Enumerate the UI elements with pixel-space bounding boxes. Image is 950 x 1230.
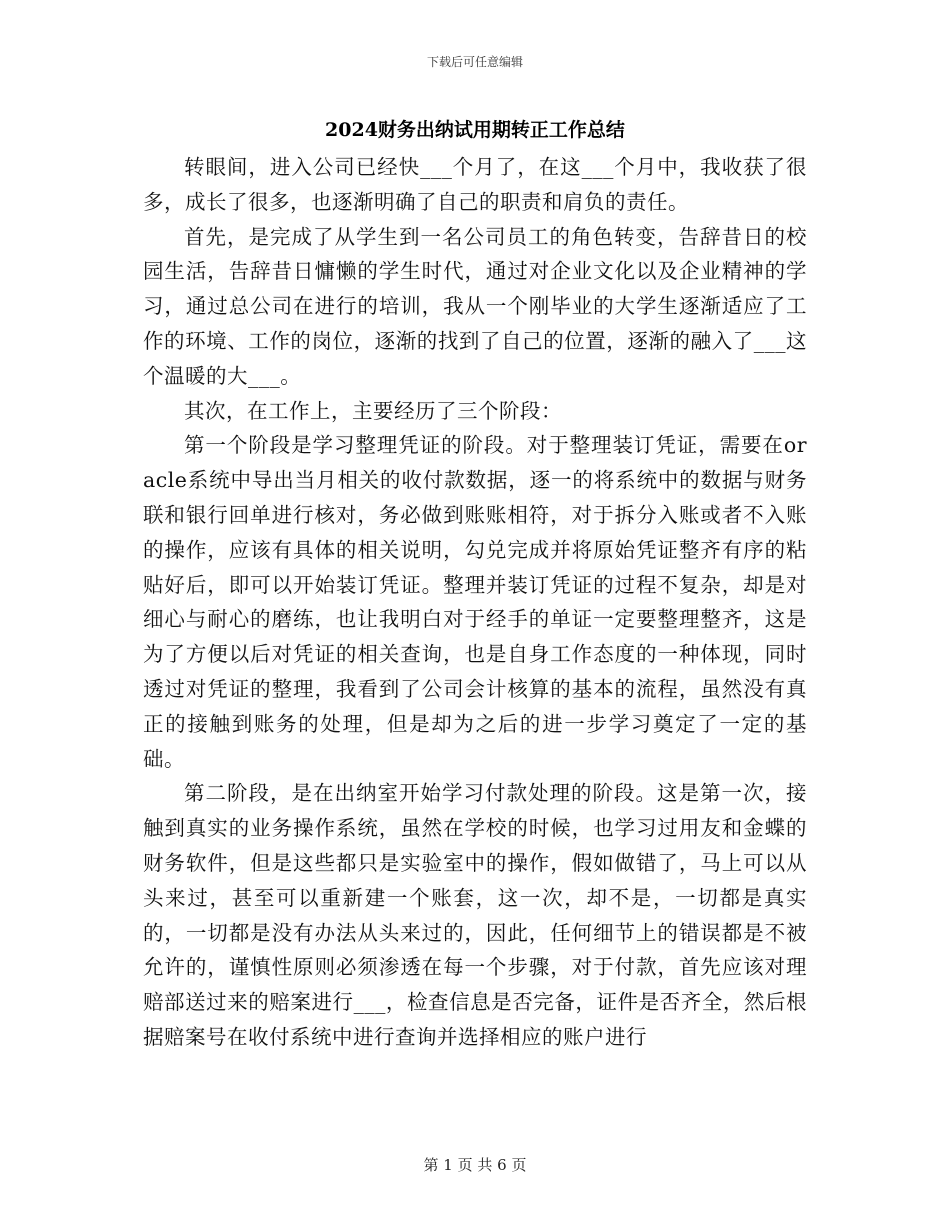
paragraph-three-stages: 其次，在工作上，主要经历了三个阶段： (184, 398, 562, 423)
paragraph-intro: 转眼间，进入公司已经快___个月了，在这___个月中，我收获了很多，成长了很多，也逐渐明确了自己的职责和肩负的责任。 (143, 155, 807, 214)
document-body (143, 150, 807, 1055)
page-header-note: 下载后可任意编辑 (426, 55, 523, 69)
paragraph-stage-two: 第二阶段，是在出纳室开始学习付款处理的阶段。这是第一次，接触到真实的业务操作系统，虽然在学校的时候，也学习过用友和金蝶的财务软件，但是这些都只是实验室中的操作，假如做错了，马上可以从头来过，甚至可以重新建一个账套，这一次，却不是，一切都是真实的，一切都是没有办法从头来过的，因此，任何细节上的错误都是不被允许的，谨慎性原则必须渗透在每一个步骤，对于付款，首先应该对理赔部送过来的赔案进行___，检查信息是否完备，证件是否齐全，然后根据赔案号在收付系统中进行查询并选择相应的账户进行 (143, 781, 807, 1049)
document-title: 2024财务出纳试用期转正工作总结 (325, 119, 625, 141)
page-number-footer: 第 1 页 共 6 页 (423, 1156, 527, 1174)
paragraph-role-change: 首先，是完成了从学生到一名公司员工的角色转变，告辞昔日的校园生活，告辞昔日慵懒的学生时代，通过对企业文化以及企业精神的学习，通过总公司在进行的培训，我从一个刚毕业的大学生逐渐适应了工作的环境、工作的岗位，逐渐的找到了自己的位置，逐渐的融入了___这个温暖的大___。 (143, 224, 807, 388)
paragraph-stage-one: 第一个阶段是学习整理凭证的阶段。对于整理装订凭证，需要在oracle系统中导出当月相关的收付款数据，逐一的将系统中的数据与财务联和银行回单进行核对，务必做到账账相符，对于拆分入账或者不入账的操作，应该有具体的相关说明，勾兑完成并将原始凭证整齐有序的粘贴好后，即可以开始装订凭证。整理并装订凭证的过程不复杂，却是对细心与耐心的磨练，也让我明白对于经手的单证一定要整理整齐，这是为了方便以后对凭证的相关查询，也是自身工作态度的一种体现，同时透过对凭证的整理，我看到了公司会计核算的基本的流程，虽然没有真正的接触到账务的处理，但是却为之后的进一步学习奠定了一定的基础。 (143, 433, 807, 771)
